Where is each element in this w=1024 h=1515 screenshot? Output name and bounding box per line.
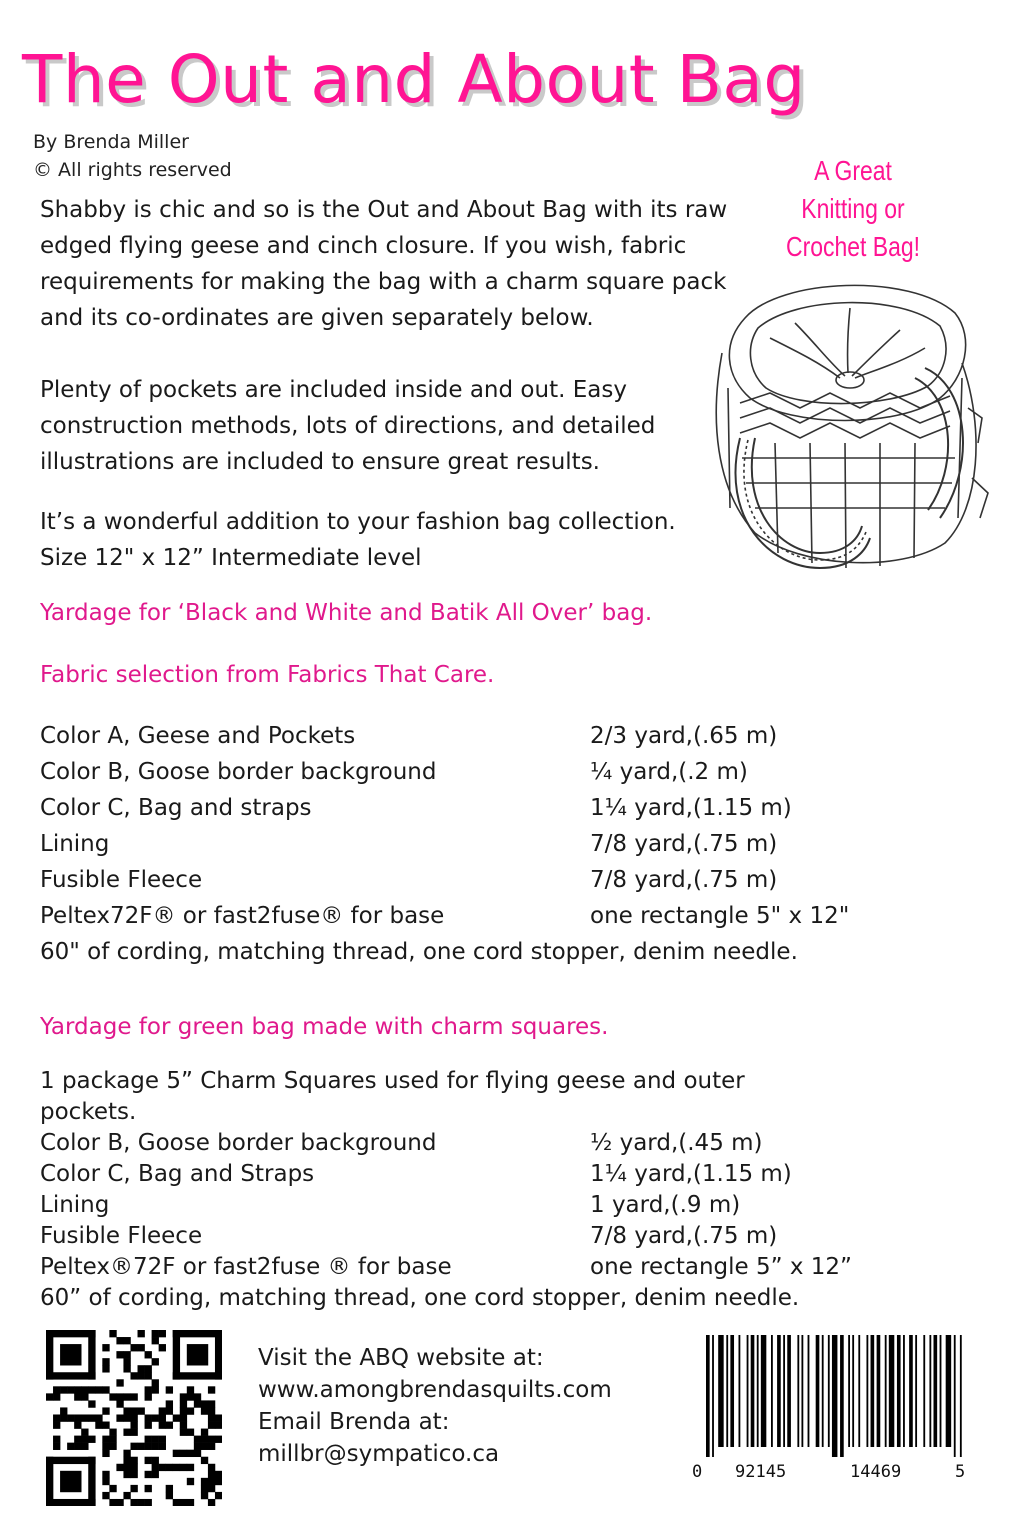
section1-heading: Yardage for ‘Black and White and Batik All Over’ bag. [40,600,653,626]
promo-callout [760,152,945,266]
row-item: Peltex72F® or fast2fuse® for base [40,903,445,929]
row-item: Color B, Goose border background [40,759,437,785]
barcode-digit: 5 [955,1462,966,1482]
email-label: Email Brenda at: [258,1409,450,1435]
table-row [40,826,900,862]
row-item: Fusible Fleece [40,867,203,893]
row-item: Color A, Geese and Pockets [40,723,356,749]
table-row [40,1221,840,1252]
row-amount: 1¼ yard,(1.15 m) [590,1161,792,1187]
section2-table [40,1066,852,1314]
copyright: © All rights reserved [33,159,232,181]
author: By Brenda Miller [33,131,189,153]
row-item: Color C, Bag and straps [40,795,312,821]
intro-paragraph: Plenty of pockets are included inside and out. Easy construction methods, lots of directions, and detailed illustrations are included to ensure great results. [40,377,656,475]
table-row [40,754,900,790]
barcode-digit: 92145 [735,1462,787,1482]
barcode-digit: 14469 [850,1462,902,1482]
table-row [40,1252,852,1283]
row-amount: 1 yard,(.9 m) [590,1192,741,1218]
barcode-digit: 0 [692,1462,703,1482]
row-item: Fusible Fleece [40,1223,203,1249]
section1-table [40,718,900,970]
section2-note: 60” of cording, matching thread, one cord stopper, denim needle. [40,1285,800,1311]
table-row [40,1190,840,1221]
addition-text [40,504,760,576]
row-item: Color C, Bag and Straps [40,1161,315,1187]
row-item: Color B, Goose border background [40,1130,437,1156]
row-amount: one rectangle 5” x 12” [590,1254,852,1280]
row-amount: ½ yard,(.45 m) [590,1130,763,1156]
table-row [40,718,900,754]
website-link[interactable]: www.amongbrendasquilts.com [258,1377,612,1403]
table-row [40,790,900,826]
size-line: Size 12" x 12” Intermediate level [40,545,422,571]
promo-line: Knitting or [801,193,905,224]
section2-intro: 1 package 5” Charm Squares used for flying geese and outer pockets. [40,1068,745,1125]
promo-line: A Great [814,155,892,186]
promo-line: Crochet Bag! [785,231,920,262]
row-amount: 7/8 yard,(.75 m) [590,1223,778,1249]
row-item: Lining [40,831,110,857]
row-amount: ¼ yard,(.2 m) [590,759,748,785]
email-link[interactable]: millbr@sympatico.ca [258,1441,500,1467]
table-row [40,1128,840,1159]
contact-block [258,1342,612,1470]
row-amount: 7/8 yard,(.75 m) [590,867,778,893]
intro-paragraph: Shabby is chic and so is the Out and About Bag with its raw edged flying geese and cinch closure. If you wish, fabric requirements for making the bag with a charm square pack and its co-ordinates are given separately below. [40,197,728,331]
section2-heading: Yardage for green bag made with charm squares. [40,1014,609,1040]
row-amount: one rectangle 5" x 12" [590,903,850,929]
section1-subheading: Fabric selection from Fabrics That Care. [40,662,495,688]
addition-line: It’s a wonderful addition to your fashion bag collection. [40,509,676,535]
byline [33,128,232,184]
qr-code-icon [46,1330,222,1506]
table-row [40,1159,840,1190]
row-amount: 1¼ yard,(1.15 m) [590,795,792,821]
table-row [40,898,900,934]
table-row [40,862,900,898]
section1-note: 60" of cording, matching thread, one cord stopper, denim needle. [40,939,798,965]
barcode-icon [706,1335,966,1457]
row-item: Peltex®72F or fast2fuse ® for base [40,1254,452,1280]
row-amount: 2/3 yard,(.65 m) [590,723,778,749]
page-title: The Out and About Bag [22,41,806,118]
website-label: Visit the ABQ website at: [258,1345,544,1371]
row-amount: 7/8 yard,(.75 m) [590,831,778,857]
row-item: Lining [40,1192,110,1218]
